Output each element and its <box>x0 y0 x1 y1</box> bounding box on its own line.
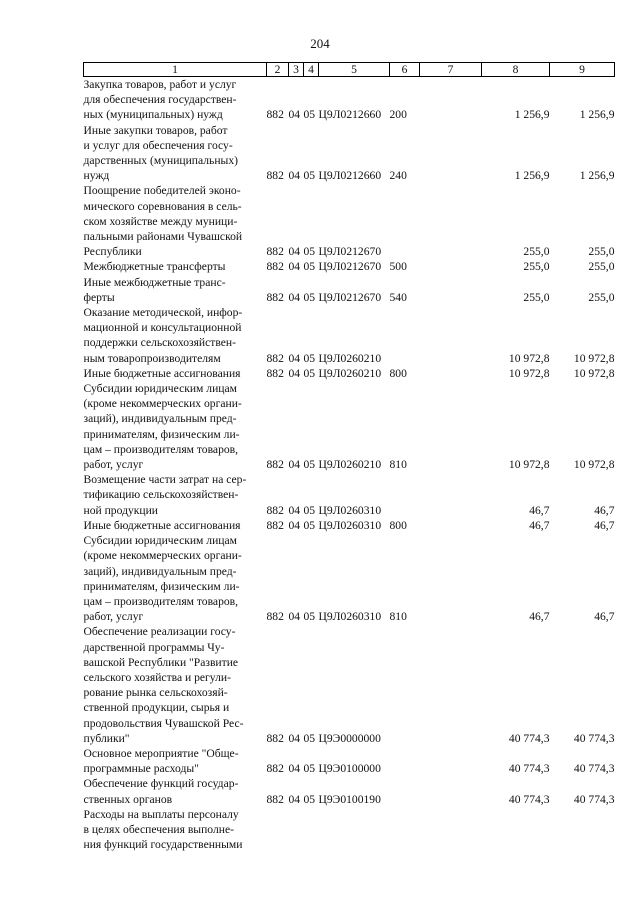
code-gr: 882 <box>266 458 284 472</box>
header-cell: 7 <box>420 63 482 77</box>
header-cell: 2 <box>267 63 289 77</box>
row-name-line: Иные бюджетные ассигнования <box>83 518 241 532</box>
row-name-line: ственной продукции, сырья и <box>83 701 230 715</box>
row-name-line: принимателям, физическим ли- <box>83 427 240 441</box>
code-pr: 05 <box>303 792 316 806</box>
code-vr: 800 <box>389 366 407 380</box>
code-rz: 04 <box>288 762 301 776</box>
code-gr: 882 <box>266 290 284 304</box>
amount-9: 40 774,3 <box>573 792 615 806</box>
row-name-line: и услуг для обеспечения госу- <box>83 138 233 152</box>
amount-8: 255,0 <box>523 290 550 304</box>
code-cs: Ц9Э0100000 <box>318 762 381 776</box>
amount-9: 46,7 <box>594 518 615 532</box>
code-rz: 04 <box>288 260 301 274</box>
code-pr: 05 <box>303 762 316 776</box>
code-rz: 04 <box>288 518 301 532</box>
code-cs: Ц9Л0260210 <box>318 351 382 365</box>
code-pr: 05 <box>303 366 316 380</box>
amount-9: 10 972,8 <box>573 351 615 365</box>
row-name-line: Расходы на выплаты персоналу <box>83 807 239 821</box>
code-cs: Ц9Л0212670 <box>318 260 382 274</box>
row-name-line: (кроме некоммерческих органи- <box>83 397 242 411</box>
code-gr: 882 <box>266 366 284 380</box>
code-cs: Ц9Л0260210 <box>318 458 382 472</box>
row-name-line: поддержки сельскохозяйствен- <box>83 336 236 350</box>
code-rz: 04 <box>288 792 301 806</box>
amount-9: 40 774,3 <box>573 762 615 776</box>
amount-9: 255,0 <box>588 290 615 304</box>
row-name-line: Основное мероприятие "Обще- <box>83 746 239 760</box>
row-name-line: для обеспечения государствен- <box>83 93 237 107</box>
row-name-line: Оказание методической, инфор- <box>83 306 243 320</box>
amount-7 <box>420 381 482 472</box>
budget-table <box>83 62 615 852</box>
code-cs: Ц9Л0212670 <box>318 290 382 304</box>
code-gr: 882 <box>266 731 284 745</box>
amount-8: 40 774,3 <box>508 731 550 745</box>
row-name-line: продовольствия Чувашской Рес- <box>83 716 244 730</box>
amount-9 <box>550 807 615 853</box>
row-name-line: работ, услуг <box>83 610 144 624</box>
table-row <box>84 305 615 366</box>
row-name <box>84 807 267 853</box>
row-name <box>84 518 267 533</box>
code-gr: 882 <box>266 518 284 532</box>
code-vr: 240 <box>389 169 407 183</box>
code-rz <box>289 807 304 853</box>
row-name <box>84 183 267 259</box>
row-name-line: мического соревнования в сель- <box>83 199 242 213</box>
amount-7 <box>420 77 482 123</box>
amount-8: 46,7 <box>529 503 550 517</box>
row-name-line: дарственных (муниципальных) <box>83 154 238 168</box>
row-name-line: заций), индивидуальным пред- <box>83 412 237 426</box>
amount-8: 1 256,9 <box>514 108 550 122</box>
code-pr: 05 <box>303 503 316 517</box>
row-name-line: ском хозяйстве между муници- <box>83 214 238 228</box>
code-rz: 04 <box>288 610 301 624</box>
amount-8: 46,7 <box>529 610 550 624</box>
code-rz: 04 <box>288 108 301 122</box>
code-cs: Ц9Л0260210 <box>318 366 382 380</box>
row-name-line: заций), индивидуальным пред- <box>83 564 237 578</box>
code-vr: 810 <box>389 610 407 624</box>
amount-9: 1 256,9 <box>579 108 615 122</box>
table-row <box>84 275 615 305</box>
row-name-line: сельского хозяйства и регули- <box>83 670 231 684</box>
page-number: 204 <box>310 36 330 51</box>
row-name-line: ственных органов <box>83 792 173 806</box>
row-name-line: ным товаропроизводителям <box>83 351 221 365</box>
table-header <box>84 63 615 77</box>
code-cs: Ц9Л0260310 <box>318 610 382 624</box>
header-cell: 3 <box>289 63 304 77</box>
row-name-line: (кроме некоммерческих органи- <box>83 549 242 563</box>
table-row <box>84 518 615 533</box>
row-name-line: Обеспечение функций государ- <box>83 777 239 791</box>
code-gr: 882 <box>266 245 284 259</box>
code-vr: 800 <box>389 518 407 532</box>
row-name-line: работ, услуг <box>83 458 144 472</box>
row-name <box>84 123 267 184</box>
code-vr: 810 <box>389 458 407 472</box>
amount-8: 1 256,9 <box>514 169 550 183</box>
table-row <box>84 123 615 184</box>
code-vr <box>390 305 420 366</box>
code-pr: 05 <box>303 518 316 532</box>
row-name-line: Иные межбюджетные транс- <box>83 275 226 289</box>
row-name-line: ной продукции <box>83 503 159 517</box>
row-name-line: Возмещение части затрат на сер- <box>83 473 247 487</box>
row-name <box>84 259 267 274</box>
amount-7 <box>420 305 482 366</box>
header-cell: 4 <box>304 63 319 77</box>
code-vr: 540 <box>389 290 407 304</box>
amount-9: 46,7 <box>594 610 615 624</box>
amount-8: 10 972,8 <box>508 366 550 380</box>
row-name-line: дарственной программы Чу- <box>83 640 225 654</box>
code-vr <box>390 807 420 853</box>
table-row <box>84 366 615 381</box>
row-name-line: публики" <box>83 731 130 745</box>
code-cs: Ц9Э0100190 <box>318 792 381 806</box>
code-pr: 05 <box>303 351 316 365</box>
row-name-line: ных (муниципальных) нужд <box>83 108 223 122</box>
code-vr: 500 <box>389 260 407 274</box>
amount-8 <box>482 807 550 853</box>
row-name-line: Поощрение победителей эконо- <box>83 184 241 198</box>
amount-9: 1 256,9 <box>579 169 615 183</box>
row-name-line: ферты <box>83 290 115 304</box>
code-cs: Ц9Л0212660 <box>318 108 382 122</box>
code-cs: Ц9Э0000000 <box>318 731 381 745</box>
header-cell: 9 <box>550 63 615 77</box>
table-row <box>84 746 615 776</box>
code-vr <box>390 624 420 746</box>
amount-9: 46,7 <box>594 503 615 517</box>
row-name-line: в целях обеспечения выполне- <box>83 822 234 836</box>
code-rz: 04 <box>288 351 301 365</box>
code-pr: 05 <box>303 245 316 259</box>
code-pr: 05 <box>303 731 316 745</box>
row-name-line: Иные бюджетные ассигнования <box>83 366 241 380</box>
amount-7 <box>420 746 482 776</box>
row-name-line: цам – производителям товаров, <box>83 442 239 456</box>
amount-8: 40 774,3 <box>508 792 550 806</box>
code-gr: 882 <box>266 351 284 365</box>
code-pr: 05 <box>303 108 316 122</box>
amount-7 <box>420 123 482 184</box>
table-row <box>84 259 615 274</box>
code-vr <box>390 746 420 776</box>
row-name-line: Закупка товаров, работ и услуг <box>83 78 237 91</box>
code-cs: Ц9Л0212660 <box>318 169 382 183</box>
row-name-line: цам – производителям товаров, <box>83 594 239 608</box>
code-pr: 05 <box>303 458 316 472</box>
row-name-line: Субсидии юридическим лицам <box>83 534 237 548</box>
row-name-line: пальными районами Чувашской <box>83 230 243 244</box>
row-name <box>84 381 267 472</box>
code-rz: 04 <box>288 245 301 259</box>
code-gr: 882 <box>266 610 284 624</box>
amount-7 <box>420 472 482 518</box>
row-name-line: Межбюджетные трансферты <box>83 260 226 274</box>
row-name-line: Обеспечение реализации госу- <box>83 625 236 639</box>
amount-7 <box>420 275 482 305</box>
row-name-line: вашской Республики "Развитие <box>83 655 239 669</box>
code-gr <box>267 807 289 853</box>
amount-8: 46,7 <box>529 518 550 532</box>
code-rz: 04 <box>288 458 301 472</box>
amount-7 <box>420 183 482 259</box>
row-name <box>84 776 267 806</box>
amount-9: 255,0 <box>588 245 615 259</box>
amount-9: 255,0 <box>588 260 615 274</box>
header-cell: 6 <box>390 63 420 77</box>
table-row <box>84 77 615 123</box>
row-name-line: нужд <box>83 169 110 183</box>
code-pr <box>304 807 319 853</box>
code-vr <box>390 776 420 806</box>
header-cell: 8 <box>482 63 550 77</box>
amount-8: 40 774,3 <box>508 762 550 776</box>
row-name-line: мационной и консультационной <box>83 321 242 335</box>
amount-8: 255,0 <box>523 260 550 274</box>
header-row <box>84 63 615 77</box>
amount-7 <box>420 366 482 381</box>
code-gr: 882 <box>266 792 284 806</box>
row-name <box>84 275 267 305</box>
row-name-line: программные расходы" <box>83 762 199 776</box>
table-row <box>84 183 615 259</box>
code-pr: 05 <box>303 290 316 304</box>
code-gr: 882 <box>266 260 284 274</box>
code-rz: 04 <box>288 731 301 745</box>
table-row <box>84 776 615 806</box>
amount-7 <box>420 533 482 624</box>
row-name <box>84 77 267 123</box>
code-rz: 04 <box>288 366 301 380</box>
amount-9: 10 972,8 <box>573 458 615 472</box>
row-name <box>84 305 267 366</box>
row-name <box>84 533 267 624</box>
row-name-line: рование рынка сельскохозяй- <box>83 686 228 700</box>
code-cs: Ц9Л0212670 <box>318 245 382 259</box>
amount-7 <box>420 807 482 853</box>
table-row <box>84 807 615 853</box>
amount-9: 10 972,8 <box>573 366 615 380</box>
code-vr <box>390 183 420 259</box>
header-cell: 5 <box>319 63 390 77</box>
code-pr: 05 <box>303 169 316 183</box>
code-cs <box>319 807 390 853</box>
code-gr: 882 <box>266 762 284 776</box>
row-name-line: Иные закупки товаров, работ <box>83 123 228 137</box>
code-pr: 05 <box>303 260 316 274</box>
code-rz: 04 <box>288 169 301 183</box>
code-cs: Ц9Л0260310 <box>318 518 382 532</box>
amount-7 <box>420 259 482 274</box>
table-row <box>84 472 615 518</box>
code-cs: Ц9Л0260310 <box>318 503 382 517</box>
code-pr: 05 <box>303 610 316 624</box>
code-gr: 882 <box>266 108 284 122</box>
row-name-line: Субсидии юридическим лицам <box>83 382 237 396</box>
code-rz: 04 <box>288 503 301 517</box>
code-gr: 882 <box>266 169 284 183</box>
amount-7 <box>420 776 482 806</box>
row-name-line: принимателям, физическим ли- <box>83 579 240 593</box>
amount-8: 10 972,8 <box>508 351 550 365</box>
table-body <box>84 77 615 853</box>
row-name <box>84 746 267 776</box>
header-cell: 1 <box>84 63 267 77</box>
amount-7 <box>420 624 482 746</box>
code-gr: 882 <box>266 503 284 517</box>
amount-7 <box>420 518 482 533</box>
table-row <box>84 533 615 624</box>
row-name-line: тификацию сельскохозяйствен- <box>83 488 239 502</box>
code-vr: 200 <box>389 108 407 122</box>
amount-8: 255,0 <box>523 245 550 259</box>
code-vr <box>390 472 420 518</box>
row-name <box>84 366 267 381</box>
row-name <box>84 624 267 746</box>
table-row <box>84 624 615 746</box>
code-rz: 04 <box>288 290 301 304</box>
amount-9: 40 774,3 <box>573 731 615 745</box>
row-name-line: Республики <box>83 245 142 259</box>
amount-8: 10 972,8 <box>508 458 550 472</box>
row-name <box>84 472 267 518</box>
table-row <box>84 381 615 472</box>
row-name-line: ния функций государственными <box>83 838 243 852</box>
